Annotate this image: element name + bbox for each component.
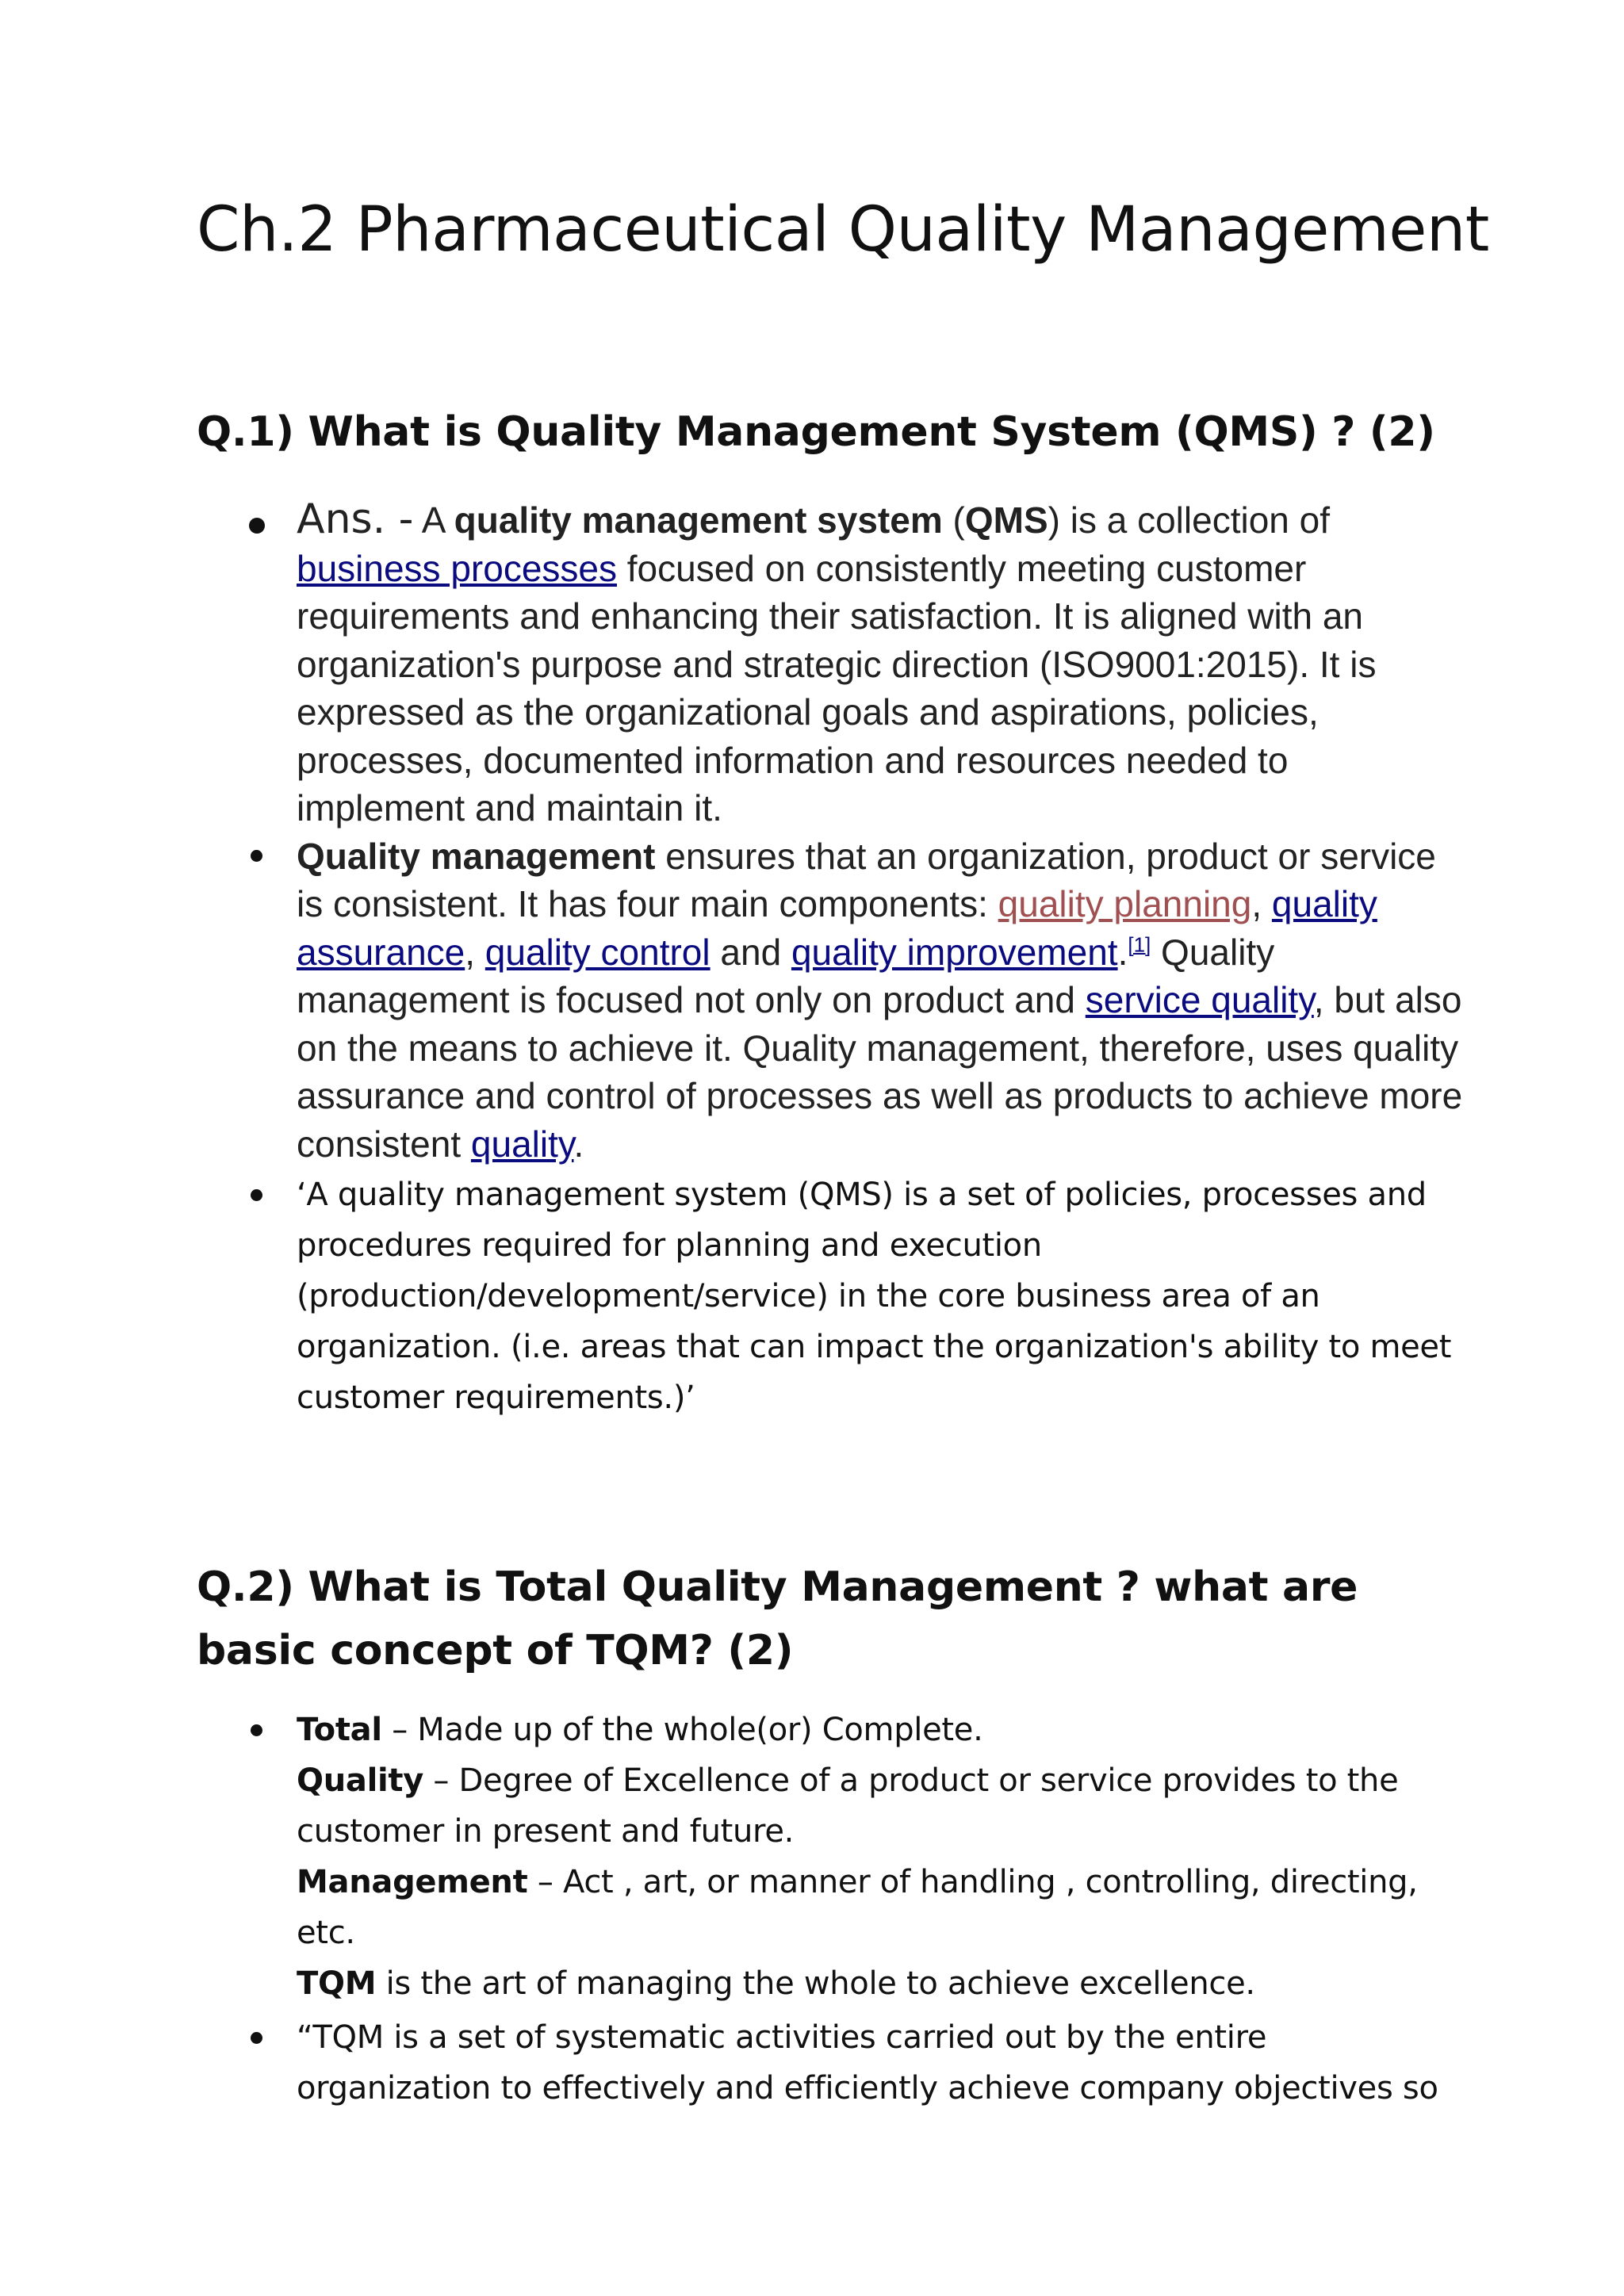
bold-term: QMS <box>964 499 1048 541</box>
tqm-definition-quote: “TQM is a set of systematic activities carried out by the entire organization to effectively and efficiently achieve company objectives so <box>297 2019 1438 2107</box>
term-tqm: TQM <box>297 1965 377 2002</box>
link-quality-planning[interactable]: quality planning <box>998 883 1252 924</box>
definition-management <box>297 1857 1465 1958</box>
definition-tqm <box>297 1958 1465 2009</box>
definition-quality <box>297 1755 1465 1857</box>
text-run: ( <box>942 499 965 541</box>
text-run: , <box>465 931 485 973</box>
definition-text: – Act , art, or manner of handling , controlling, directing, etc. <box>297 1864 1418 1951</box>
term-total: Total <box>297 1712 382 1748</box>
list-item <box>197 1169 1465 1423</box>
link-quality-control[interactable]: quality control <box>485 931 710 973</box>
text-run: , <box>1251 883 1272 924</box>
text-run: focused on consistently meeting customer requirements and enhancing their satisfaction. It is aligned with an organization's purpose and strategic direction (ISO9001:2015). It is expressed as the organizational goals and aspirations, policies, processes, documented information and resources needed to implement and maintain it. <box>297 547 1377 828</box>
question-1-answer-list <box>197 496 1465 1423</box>
definition-text: – Made up of the whole(or) Complete. <box>381 1712 983 1748</box>
definition-text: – Degree of Excellence of a product or service provides to the customer in present and future. <box>297 1762 1399 1850</box>
question-2-heading: Q.2) What is Total Quality Management ? what are basic concept of TQM? (2) <box>197 1563 1358 1674</box>
link-service-quality[interactable]: service quality <box>1085 979 1314 1020</box>
term-management: Management <box>297 1864 528 1900</box>
bold-term: Quality management <box>297 835 656 877</box>
footnote-reference-link[interactable]: [1] <box>1128 932 1151 957</box>
definition-text: is the art of managing the whole to achieve excellence. <box>376 1965 1255 2002</box>
text-run: A <box>413 499 454 541</box>
text-run: ensures that an organization, product or service is consistent. It has four main components: <box>297 835 1436 924</box>
link-business-processes[interactable]: business processes <box>297 547 617 589</box>
term-quality: Quality <box>297 1762 423 1799</box>
bullet-icon <box>251 850 262 862</box>
definition-total <box>297 1705 1465 1755</box>
question-2-answer-list <box>197 1705 1465 2114</box>
bullet-icon <box>251 2032 262 2044</box>
qms-definition-quote: ‘A quality management system (QMS) is a set of policies, processes and procedures required for planning and execution (production/development/service) in the core business area of an organization. (i.e. areas that can impact the organization's ability to meet customer requirements.)’ <box>297 1177 1452 1416</box>
link-quality-improvement[interactable]: quality improvement <box>791 931 1118 973</box>
text-run: Quality management is focused not only on product and <box>297 931 1275 1020</box>
text-run: ) is a collection of <box>1048 499 1331 541</box>
link-quality-assurance[interactable]: quality assurance <box>297 883 1377 973</box>
list-item <box>197 832 1465 1169</box>
list-item <box>197 2012 1465 2114</box>
question-1-heading: Q.1) What is Quality Management System (QMS) ? (2) <box>197 408 1435 456</box>
text-run: . <box>1117 931 1128 973</box>
bullet-icon <box>249 518 265 534</box>
bullet-icon <box>251 1724 262 1736</box>
link-quality[interactable]: quality <box>470 1123 574 1165</box>
text-run: and <box>710 931 791 973</box>
page-title: Ch.2 Pharmaceutical Quality Management <box>197 194 1489 266</box>
text-run: , but also on the means to achieve it. Quality management, therefore, uses quality assurance and control of processes as well as products to achieve more consistent <box>297 979 1463 1165</box>
list-item <box>197 496 1465 832</box>
list-item <box>197 1705 1465 2009</box>
bold-term: quality management system <box>454 499 943 541</box>
bullet-icon <box>251 1189 262 1201</box>
text-run: . <box>573 1123 584 1165</box>
answer-label: Ans. - <box>297 496 414 543</box>
